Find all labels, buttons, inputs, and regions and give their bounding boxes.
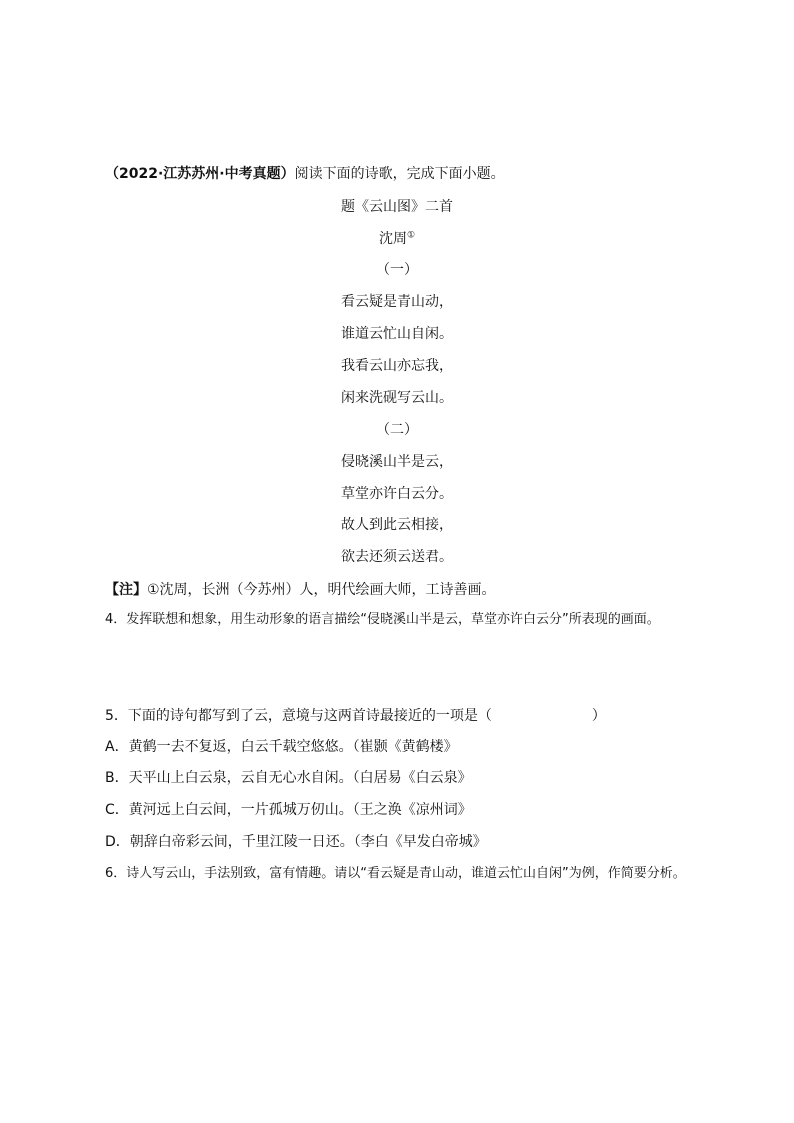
author-name: 沈周 <box>378 231 407 247</box>
option-b: B．天平山上白云泉，云自无心水自闲。（白居易《白云泉》 <box>105 770 472 786</box>
intro-instruction: 阅读下面的诗歌，完成下面小题。 <box>294 166 505 182</box>
intro-line <box>105 164 505 184</box>
poem-title: 题《云山图》二首 <box>341 199 453 215</box>
poem-line: 侵晓溪山半是云， <box>341 454 453 470</box>
question-6: 6．诗人写云山，手法别致，富有情趣。请以“看云疑是青山动，谁道云忙山自闲”为例，作简要分析。 <box>105 866 686 881</box>
poem-author <box>0 229 794 249</box>
note-text: ①沈周，长洲（今苏州）人，明代绘画大师，工诗善画。 <box>147 582 496 598</box>
note-label: 【注】 <box>105 582 147 598</box>
question-4: 4．发挥联想和想象，用生动形象的语言描绘“侵晓溪山半是云，草堂亦许白云分”所表现的画面。 <box>105 612 660 627</box>
option-d: D．朝辞白帝彩云间，千里江陵一日还。（李白《早发白帝城》 <box>105 834 487 850</box>
option-a: A．黄鹤一去不复返，白云千载空悠悠。（崔颢《黄鹤楼》 <box>105 739 458 755</box>
poem-line: 谁道云忙山自闲。 <box>341 326 453 342</box>
annotation-note <box>105 580 496 600</box>
part1-label: （一） <box>376 262 418 278</box>
part2-label: （二） <box>376 422 418 438</box>
question-source: （2022·江苏苏州·中考真题） <box>105 166 295 182</box>
poem-line: 欲去还须云送君。 <box>341 549 453 565</box>
poem-line: 故人到此云相接， <box>341 517 453 533</box>
option-c: C．黄河远上白云间，一片孤城万仞山。（王之涣《凉州词》 <box>105 802 472 818</box>
question-5-stem: 5．下面的诗句都写到了云，意境与这两首诗最接近的一项是（ <box>105 708 492 724</box>
question-5-close: ） <box>591 708 606 724</box>
poem-line: 草堂亦许白云分。 <box>341 486 453 502</box>
question-5 <box>105 706 606 726</box>
poem-line: 我看云山亦忘我， <box>341 358 453 374</box>
author-note-marker: ① <box>406 230 416 241</box>
poem-line: 看云疑是青山动， <box>341 294 453 310</box>
poem-line: 闲来洗砚写云山。 <box>341 390 453 406</box>
